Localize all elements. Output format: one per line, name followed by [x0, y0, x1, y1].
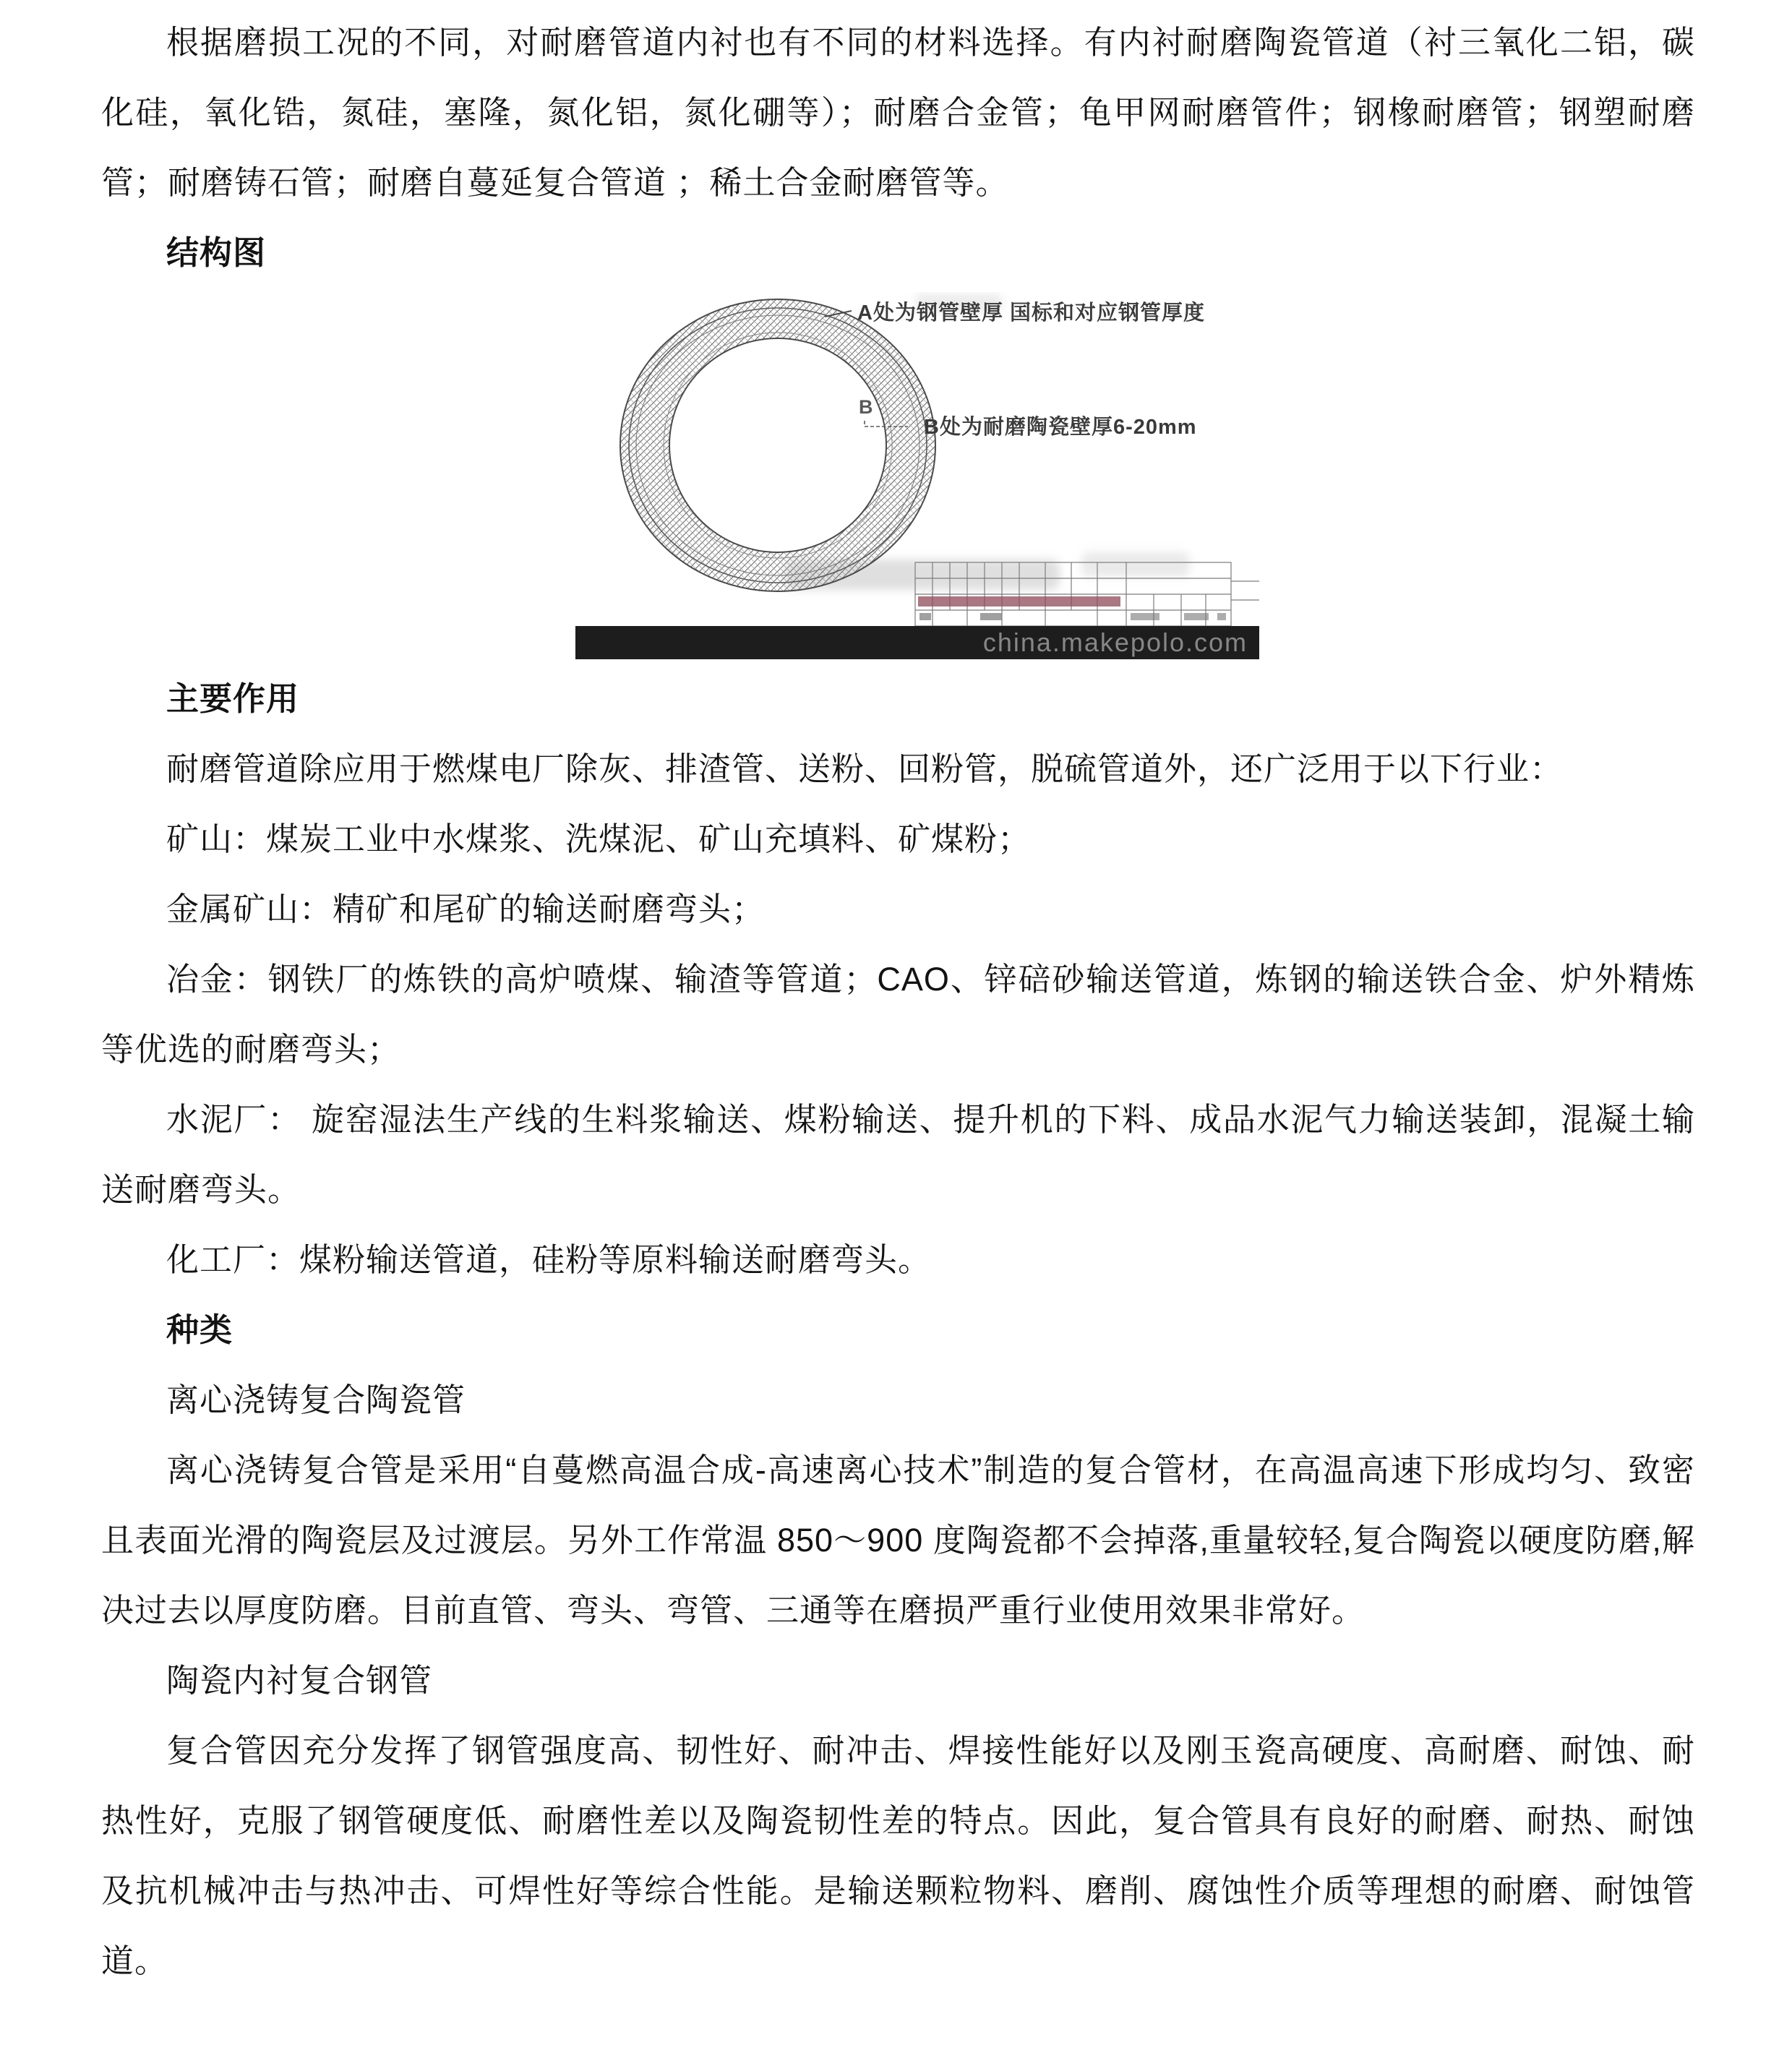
site-watermark: china.makepolo.com	[982, 627, 1248, 657]
title-block-stamp-marks	[918, 596, 1226, 620]
paragraph-use-chemical: 化工厂：煤粉输送管道，硅粉等原料输送耐磨弯头。	[166, 1241, 932, 1278]
paragraph-centrifugal-ceramic-pipe: 离心浇铸复合管是采用“自蔓燃高温合成-高速离心技术”制造的复合管材，在高温高速下形成均匀、致密且表面光滑的陶瓷层及过渡层。另外工作常温 850～900 度陶瓷都不会掉落,重量较轻,复合陶瓷以硬度防磨,解决过去以厚度防磨。目前直管、弯头、弯管、三通等在磨损严重行业使用效果非常好。	[101, 1452, 1695, 1629]
paragraph-ceramic-lined-steel-pipe: 复合管因充分发挥了钢管强度高、韧性好、耐冲击、焊接性能好以及刚玉瓷高硬度、高耐磨、耐蚀、耐热性好，克服了钢管硬度低、耐磨性差以及陶瓷韧性差的特点。因此，复合管具有良好的耐磨、耐热、耐蚀及抗机械冲击与热冲击、可焊性好等综合性能。是输送颗粒物料、磨削、腐蚀性介质等理想的耐磨、耐蚀管道。	[101, 1732, 1695, 1979]
annotation-a	[825, 300, 1205, 325]
paragraph-use-metal-mine: 金属矿山：精矿和尾矿的输送耐磨弯头；	[166, 891, 766, 927]
annotation-a-label: A处为钢管壁厚 国标和对应钢管厚度	[857, 301, 1206, 325]
annotation-b-marker: B	[859, 396, 873, 418]
paragraph-use-cement: 水泥厂： 旋窑湿法生产线的生料浆输送、煤粉输送、提升机的下料、成品水泥气力输送装卸，混凝土输送耐磨弯头。	[101, 1101, 1695, 1208]
paragraph-use-metallurgy: 冶金：钢铁厂的炼铁的高炉喷煤、输渣等管道；CAO、锌碚砂输送管道，炼钢的输送铁合金、炉外精炼等优选的耐磨弯头；	[101, 961, 1695, 1068]
pipe-ring	[620, 299, 935, 591]
paragraph-intro: 根据磨损工况的不同，对耐磨管道内衬也有不同的材料选择。有内衬耐磨陶瓷管道（衬三氧化二铝，碳化硅，氧化锆，氮硅，塞隆，氮化铝，氮化硼等）；耐磨合金管；龟甲网耐磨管件；钢橡耐磨管；钢塑耐磨管；耐磨铸石管；耐磨自蔓延复合管道 ；稀土合金耐磨管等。	[101, 24, 1695, 201]
annotation-b-label: B处为耐磨陶瓷壁厚6-20mm	[924, 416, 1197, 439]
paragraph-use-intro: 耐磨管道除应用于燃煤电厂除灰、排渣管、送粉、回粉管，脱硫管道外，还广泛用于以下行业：	[166, 750, 1564, 787]
subtitle-ceramic-lined-steel-pipe: 陶瓷内衬复合钢管	[166, 1662, 433, 1699]
paragraph-use-mine: 矿山：煤炭工业中水煤浆、洗煤泥、矿山充填料、矿煤粉；	[166, 820, 1032, 857]
heading-structure-diagram: 结构图	[166, 234, 267, 271]
structure-diagram-figure	[575, 292, 1259, 659]
pipe-cross-section-drawing	[575, 292, 1259, 659]
heading-types: 种类	[166, 1311, 233, 1348]
subtitle-centrifugal-ceramic-pipe: 离心浇铸复合陶瓷管	[166, 1381, 466, 1418]
image-footer-bar	[575, 626, 1259, 659]
heading-main-use: 主要作用	[166, 680, 300, 717]
